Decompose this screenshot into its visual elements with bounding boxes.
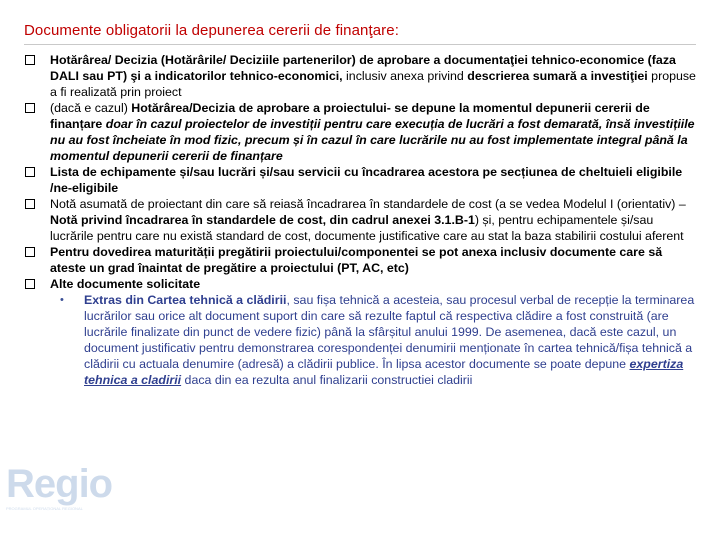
checkbox-bullet-icon [25, 199, 35, 209]
item-text: doar în cazul proiectelor de investiții pentru care execuția de lucrări a fost demarată, însă investițiile nu au fost încheiate în mod fizic, precum și în cazul în care lucrările nu au fost implementate integral până la momentul depunerii cererii de finanțare [50, 117, 695, 163]
checkbox-bullet-icon [25, 279, 35, 289]
item-text: ) și, pentru echipamentele și/sau lucrările pentru care nu există standard de cost, documente justificative care au stat la baza stabilirii costului aferent [50, 213, 684, 243]
checkbox-bullet-icon [25, 55, 35, 65]
sub-item-text: , sau fișa tehnică a acesteia, sau procesul verbal de recepție la terminarea lucrărilor sau orice alt document suport din care să rezulte faptul că respectiva clădire a fost construită (are lucrările finalizate din punct de vedere fizic) până la sfârșitul anului 1999. De asemenea, dacă este cazul, un document justificativ pentru demonstrarea corespondenței denumirii menționate în cartea tehnică/fișa tehnică a clădirii cu actuala denumire (adresă) a clădirii publice. În lipsa acestor documente se poate depune [84, 293, 695, 371]
list-item [24, 196, 700, 244]
sub-item-text: Extras din Cartea tehnică a clădirii [84, 293, 287, 307]
item-text: descrierea sumară a investiţiei [467, 69, 652, 83]
bullet-dot-icon: • [60, 294, 64, 306]
item-text: Pentru dovedirea maturității pregătirii proiectului/componentei se pot anexa inclusiv documente care să ateste un grad înaintat de pregătire a proiectului (PT, AC, etc) [50, 245, 663, 275]
page-title: Documente obligatorii la depunerea cererii de finanţare: [24, 22, 399, 39]
list-item [24, 244, 700, 276]
item-text: Lista de echipamente și/sau lucrări și/sau servicii cu încadrarea acestora pe secțiunea de cheltuieli eligibile /ne-eligibile [50, 165, 683, 195]
title-divider [24, 44, 696, 45]
item-text: Alte documente solicitate [50, 277, 201, 291]
sub-item-text: daca din ea rezulta anul finalizarii constructiei cladirii [181, 373, 473, 387]
item-text: Notă privind încadrarea în standardele de cost, din cadrul anexei 3.1.B-1 [50, 213, 475, 227]
item-text: Hotărârea/ Decizia (Hotărârile/ Deciziile partenerilor) de aprobare a documentaţiei tehnico-economice (faza DALI sau PT) şi a indicatorilor tehnico-economici, [50, 53, 676, 83]
list-item [24, 100, 700, 164]
document-list [24, 52, 700, 388]
sub-list [50, 292, 700, 388]
checkbox-bullet-icon [25, 103, 35, 113]
checkbox-bullet-icon [25, 167, 35, 177]
item-text: propuse a fi realizată prin proiect [50, 69, 696, 99]
item-text: (dacă e cazul) [50, 101, 132, 115]
logo-wordmark: Regio [6, 462, 113, 506]
logo-subtext: PROGRAMUL OPERAȚIONAL REGIONAL [6, 506, 83, 511]
list-item [24, 52, 700, 100]
sub-list-item [50, 292, 700, 388]
regio-logo [6, 462, 113, 514]
item-text: Hotărârea/Decizia de aprobare a proiectului- se depune la momentul depunerii cererii de finanțare [50, 101, 650, 131]
list-item [24, 164, 700, 196]
list-item [24, 276, 700, 388]
checkbox-bullet-icon [25, 247, 35, 257]
sub-item-text: expertiza tehnica a cladirii [84, 357, 684, 387]
item-text: inclusiv anexa privind [346, 69, 468, 83]
item-text: Notă asumată de proiectant din care să reiasă încadrarea în standardele de cost (a se vedea Modelul I (orientativ) – [50, 197, 686, 211]
